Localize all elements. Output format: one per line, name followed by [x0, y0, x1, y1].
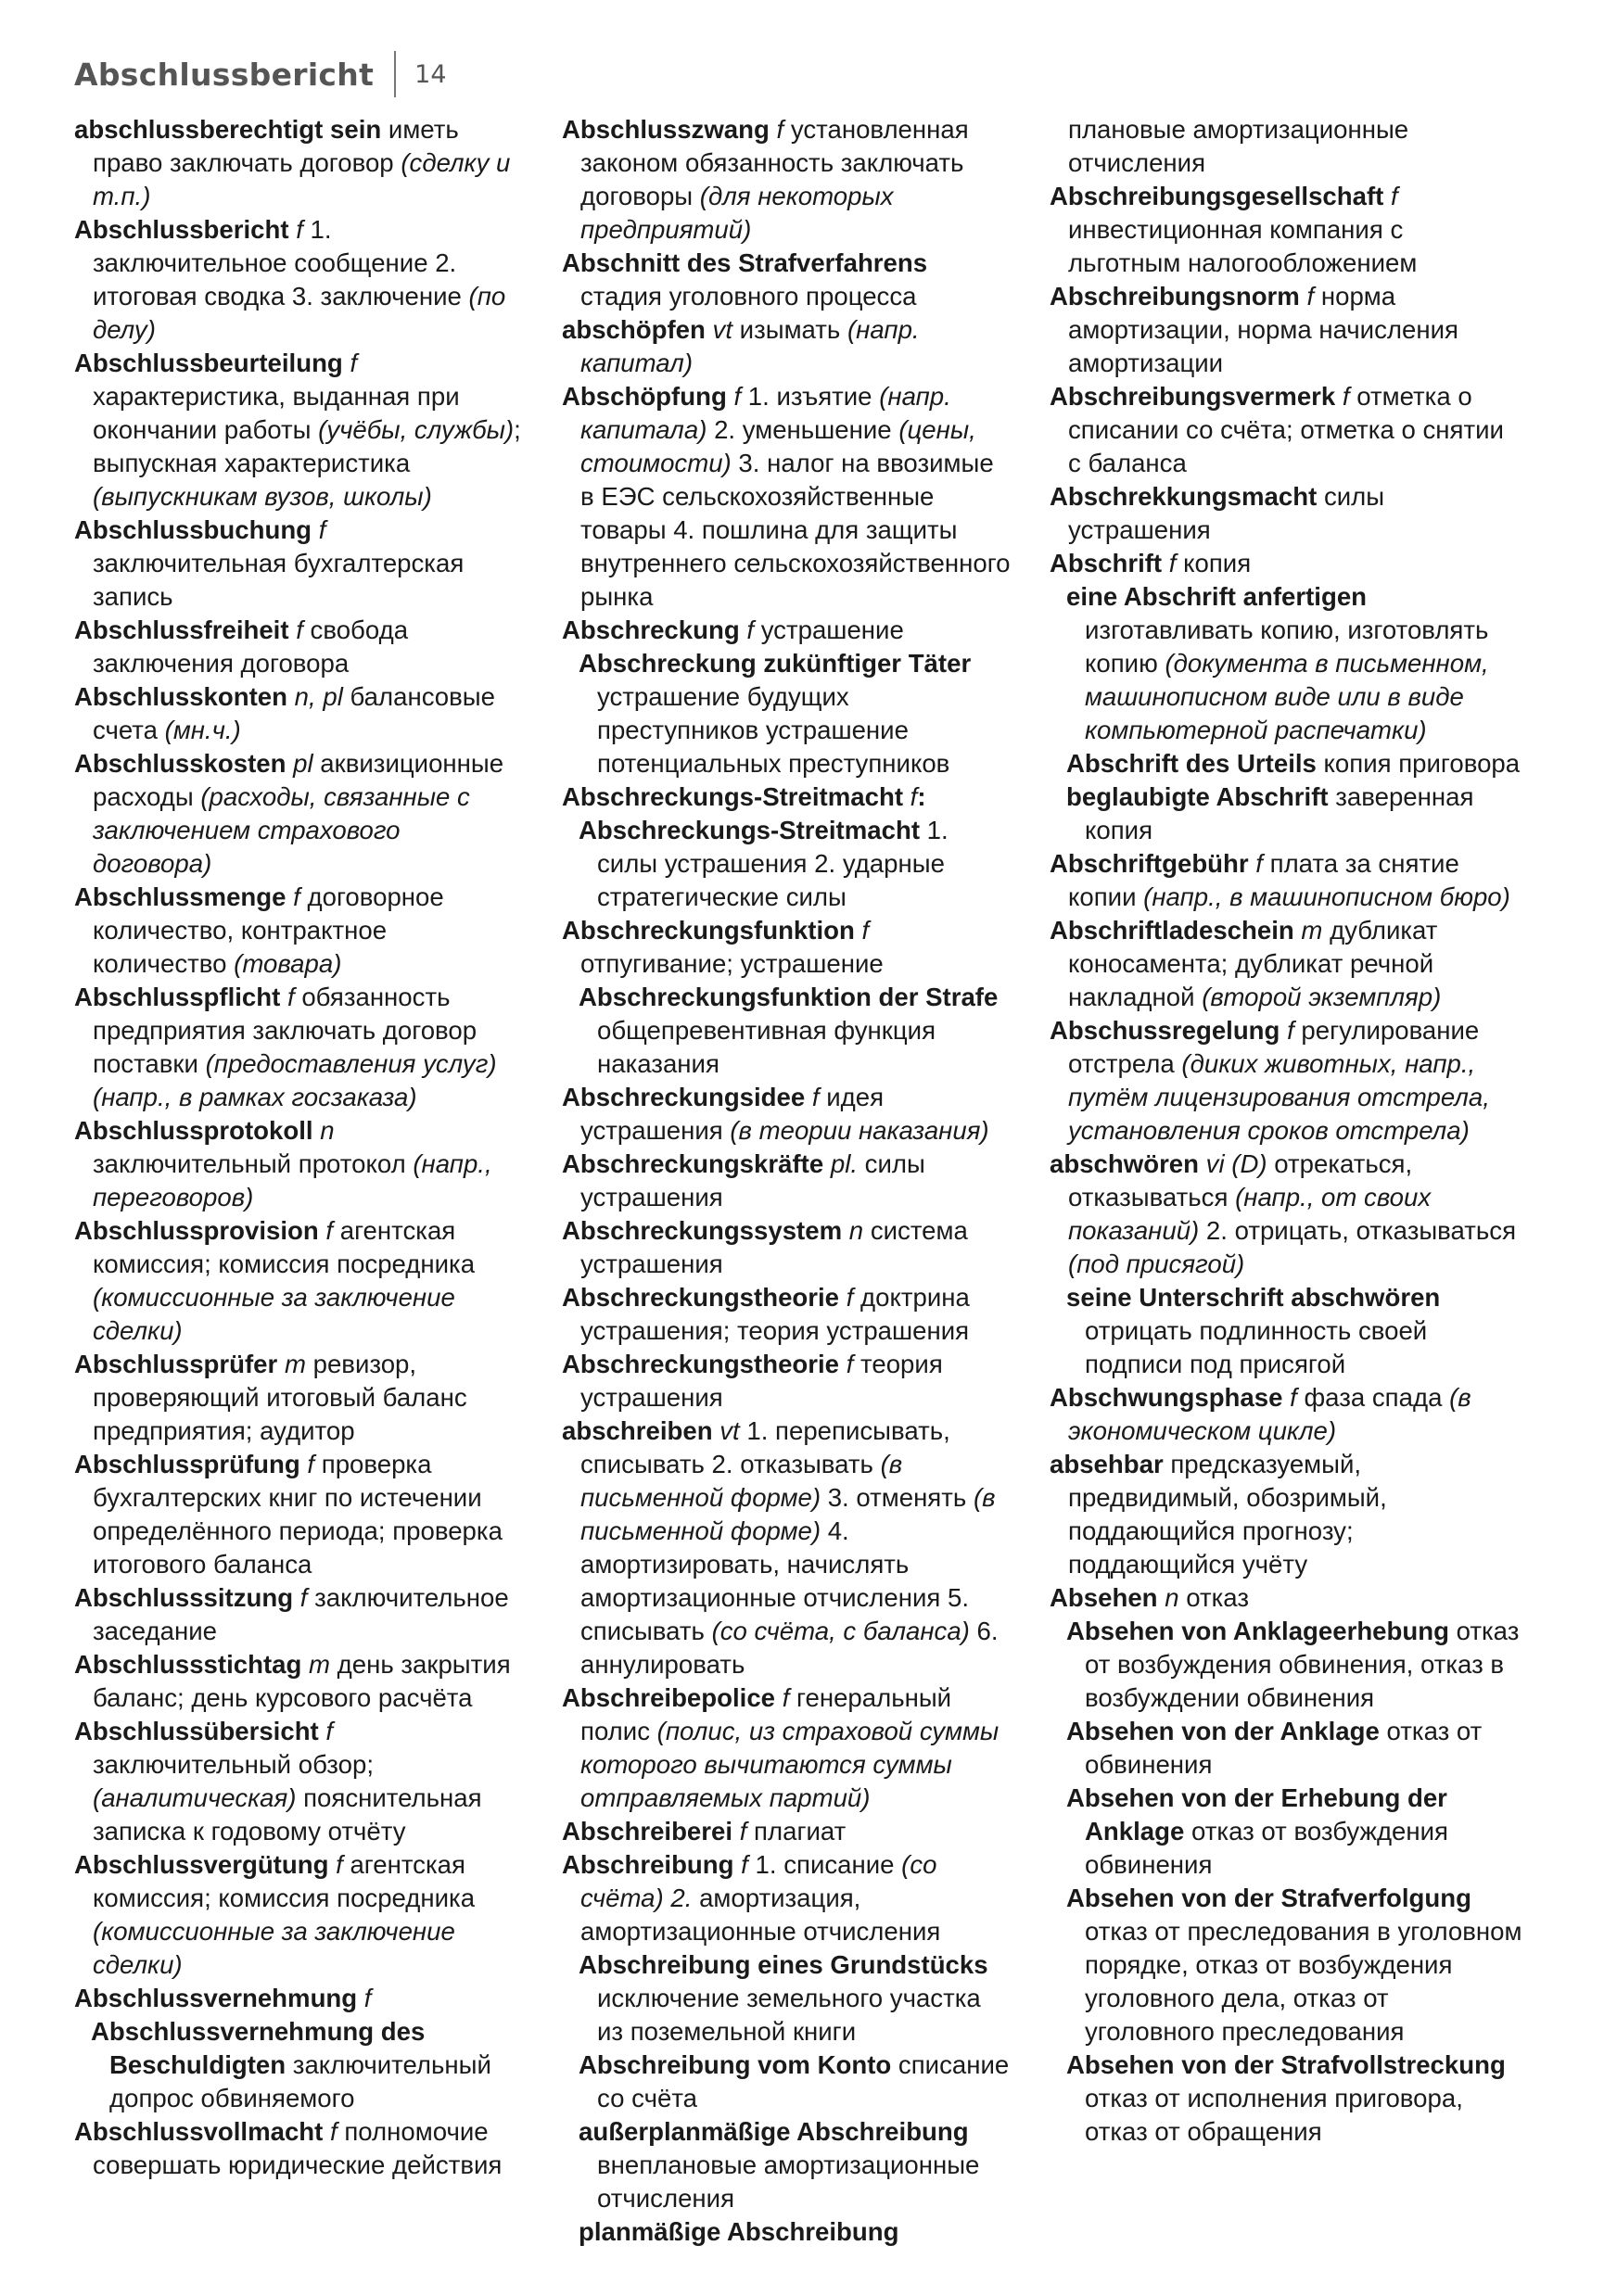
dictionary-entry	[74, 1214, 525, 1348]
headword: Abschlussprovision	[74, 1216, 319, 1245]
definition-text: отрицать подлинность своей подписи под присягой	[1085, 1316, 1428, 1378]
headword: Abschreckung	[562, 615, 740, 644]
definition-text: ; выпускная характеристика	[93, 415, 521, 477]
headword: Abschriftgebühr	[1050, 849, 1249, 878]
grammar-note: (расходы, связанные с заключением страхового договора)	[93, 782, 470, 878]
definition-text: устрашение	[754, 615, 904, 644]
grammar-note: (напр., переговоров)	[93, 1149, 492, 1211]
headword: Abschlusszwang	[562, 115, 770, 144]
dictionary-entry	[562, 614, 1012, 647]
definition-text: агентская комиссия; комиссия посредника	[93, 1850, 476, 1912]
definition-text: день закрытия баланс; день курсового расчёта	[93, 1650, 511, 1712]
headword: Abschreckungstheorie	[562, 1350, 840, 1378]
definition-text: отметка о списании со счёта; отметка о снятии с баланса	[1068, 382, 1504, 477]
definition-text: установленная законом обязанность заключать договоры	[580, 115, 969, 210]
definition-text: отказ от возбуждения обвинения	[1085, 1817, 1448, 1879]
dictionary-entry	[74, 514, 525, 614]
definition-text: 2. уменьшение	[707, 415, 899, 444]
definition-text: общепревентивная функция наказания	[597, 1016, 936, 1078]
dictionary-entry	[1050, 1448, 1522, 1581]
definition-text: регулирование отстрела	[1068, 1016, 1480, 1078]
definition-text: характеристика, выданная при окончании работы	[93, 382, 460, 444]
definition-text: исключение земельного участка из поземельной книги	[597, 1984, 981, 2046]
definition-text: теория устрашения	[580, 1350, 943, 1412]
grammar-note: (комиссионные за заключение сделки)	[93, 1917, 455, 1979]
grammar-note: f	[328, 1850, 343, 1879]
headword: Absehen	[1050, 1583, 1158, 1612]
dictionary-entry	[562, 1681, 1012, 1815]
definition-text: заключительный допрос обвиняемого	[109, 2050, 491, 2112]
definition-text: копия	[1176, 549, 1252, 577]
headword: Abschlussvernehmung des Beschuldigten	[91, 2017, 426, 2079]
definition-text: дубликат коносамента; дубликат речной накладной	[1068, 916, 1438, 1011]
headword: Abschreibungsvermerk	[1050, 382, 1336, 411]
grammar-note: f	[1162, 549, 1177, 577]
definition-text: изымать	[732, 315, 847, 344]
dictionary-entry	[74, 1848, 525, 1982]
definition-text: пояснительная записка к годовому отчёту	[93, 1783, 482, 1846]
grammar-note: pl.	[823, 1149, 858, 1178]
grammar-note: f	[1282, 1383, 1297, 1412]
definition-text: плата за снятие копии	[1068, 849, 1459, 911]
dictionary-entry	[74, 1448, 525, 1581]
headword: beglaubigte Abschrift	[1066, 782, 1329, 811]
grammar-note: f	[1335, 382, 1350, 411]
grammar-note: (мн.ч.)	[164, 716, 241, 744]
definition-text: заключительная бухгалтерская запись	[93, 549, 465, 611]
definition-text: заключительное заседание	[93, 1583, 509, 1645]
dictionary-entry	[562, 914, 1012, 981]
grammar-note: n	[1157, 1583, 1179, 1612]
dictionary-columns	[0, 113, 1617, 2282]
grammar-note: f	[839, 1283, 854, 1312]
dictionary-entry	[1050, 914, 1522, 1014]
definition-text: 1. изъятие	[741, 382, 880, 411]
definition-text: инвестиционная компания с льготным налогообложением	[1068, 215, 1418, 277]
grammar-note: f	[342, 349, 358, 377]
grammar-note: f	[1280, 1016, 1294, 1045]
grammar-note: f	[288, 215, 303, 244]
definition-text: отрекаться, отказываться	[1068, 1149, 1413, 1211]
definition-text: плагиат	[746, 1817, 847, 1846]
definition-text: плановые амортизационные отчисления	[1068, 115, 1409, 177]
dictionary-entry	[562, 1348, 1012, 1414]
definition-text: изготавливать копию, изготовлять копию	[1085, 615, 1489, 678]
headword: abschlussberechtigt sein	[74, 115, 382, 144]
grammar-note: (напр., в машинописном бюро)	[1143, 882, 1510, 911]
headword: Abschlusssitzung	[74, 1583, 294, 1612]
sub-entry	[562, 647, 1012, 780]
grammar-note: f	[839, 1350, 854, 1378]
grammar-note: (напр., от своих показаний)	[1068, 1183, 1432, 1245]
sub-entry	[562, 1948, 1012, 2049]
grammar-note: f	[903, 782, 918, 811]
definition-text: устрашение будущих преступников устрашение потенциальных преступников	[597, 682, 950, 778]
headword: Abschlussprüfer	[74, 1350, 278, 1378]
definition-text: списание со счёта	[597, 2050, 1010, 2112]
definition-text: заключительный протокол	[93, 1149, 414, 1178]
grammar-note: vi (D)	[1199, 1149, 1267, 1178]
dictionary-entry	[1050, 547, 1522, 580]
column-1	[74, 113, 525, 2182]
definition-text: доктрина устрашения; теория устрашения	[580, 1283, 970, 1345]
dictionary-entry	[562, 1148, 1012, 1214]
definition-text: отпугивание; устрашение	[580, 949, 884, 978]
headword: Abschlussübersicht	[74, 1717, 319, 1745]
definition-text: 2. отрицать, отказываться	[1199, 1216, 1517, 1245]
grammar-note: (учёбы, службы)	[318, 415, 515, 444]
header-divider	[394, 51, 396, 97]
definition-text: отказ от обвинения	[1085, 1717, 1483, 1779]
headword: Absehen von Anklageerhebung	[1066, 1617, 1449, 1645]
running-header	[74, 48, 447, 100]
dictionary-entry	[74, 1982, 525, 2015]
grammar-note: (под присягой)	[1068, 1249, 1245, 1278]
definition-text: агентская комиссия; комиссия посредника	[93, 1216, 476, 1278]
definition-text: отказ от исполнения приговора, отказ от обращения	[1085, 2084, 1463, 2146]
page-number: 14	[414, 59, 447, 89]
grammar-note: f	[357, 1984, 372, 2012]
dictionary-entry	[1050, 180, 1522, 280]
grammar-note: f	[323, 2117, 337, 2146]
column-3	[1050, 113, 1522, 2149]
grammar-note: f	[288, 615, 303, 644]
sub-entry	[1050, 2049, 1522, 2149]
grammar-note: (комиссионные за заключение сделки)	[93, 1283, 455, 1345]
grammar-note: n	[842, 1216, 864, 1245]
definition-text: система устрашения	[580, 1216, 968, 1278]
dictionary-entry	[74, 680, 525, 747]
headword: Abschlussbuchung	[74, 515, 312, 544]
dictionary-entry	[74, 981, 525, 1114]
grammar-note: (аналитическая)	[93, 1783, 297, 1812]
definition-text: балансовые счета	[93, 682, 495, 744]
grammar-note: f	[299, 1450, 315, 1478]
dictionary-entry	[562, 1414, 1012, 1681]
headword: abschwören	[1050, 1149, 1200, 1178]
definition-text: копия приговора	[1316, 749, 1521, 778]
grammar-note: f	[805, 1083, 820, 1111]
grammar-note: f	[854, 916, 870, 945]
grammar-note: f	[318, 1216, 334, 1245]
headword: Abschlusskonten	[74, 682, 287, 711]
dictionary-entry	[562, 1815, 1012, 1848]
grammar-note: (выпускникам вузов, школы)	[93, 482, 432, 511]
grammar-note: m	[277, 1350, 306, 1378]
dictionary-entry	[74, 747, 525, 881]
sub-entry	[562, 981, 1012, 1081]
definition-text: проверка бухгалтерских книг по истечении определённого периода; проверка итогового баланса	[93, 1450, 503, 1579]
dictionary-entry	[1050, 380, 1522, 480]
sub-entry	[1050, 1615, 1522, 1715]
headword: Abschreckungskräfte	[562, 1149, 824, 1178]
headword: Abschreibung vom Konto	[579, 2050, 892, 2079]
dictionary-entry	[562, 1214, 1012, 1281]
definition-text: 1. заключительное сообщение 2. итоговая сводка 3. заключение	[93, 215, 469, 311]
column-2	[562, 113, 1012, 2249]
definition-text: 4. амортизировать, начислять амортизационные отчисления 5. списывать	[580, 1516, 970, 1645]
headword: Absehen von der Strafvollstreckung	[1066, 2050, 1506, 2079]
dictionary-entry	[562, 247, 1012, 313]
sub-entry	[562, 2215, 1012, 2249]
grammar-note: (в экономическом цикле)	[1068, 1383, 1471, 1445]
grammar-note: (в теории наказания)	[730, 1116, 989, 1145]
grammar-note: vt	[705, 315, 732, 344]
definition-text: обязанность предприятия заключать договор поставки	[93, 983, 477, 1078]
grammar-note: f	[286, 882, 300, 911]
definition-text: отказ	[1178, 1583, 1249, 1612]
headword: Abschreckungstheorie	[562, 1283, 840, 1312]
dictionary-entry	[1050, 480, 1522, 547]
headword: Abschlussfreiheit	[74, 615, 289, 644]
sub-entry	[1050, 1782, 1522, 1882]
definition-text: заключительный обзор;	[93, 1750, 374, 1779]
dictionary-entry	[1050, 1381, 1522, 1448]
grammar-note: m	[301, 1650, 330, 1679]
headword: außerplanmäßige Abschreibung	[579, 2117, 969, 2146]
grammar-note: f	[732, 1817, 747, 1846]
dictionary-entry	[74, 1715, 525, 1848]
definition-text: фаза спада	[1296, 1383, 1450, 1412]
definition-text: свобода заключения договора	[93, 615, 409, 678]
dictionary-entry	[1050, 1148, 1522, 1281]
grammar-note: (предоставления услуг) (напр., в рамках госзаказа)	[93, 1049, 497, 1111]
grammar-note: (диких животных, напр., путём лицензирования отстрела, установления сроков отстрела)	[1068, 1049, 1490, 1145]
sub-entry	[1050, 1715, 1522, 1782]
grammar-note: pl	[286, 749, 313, 778]
headword: Abschrift des Urteils	[1066, 749, 1317, 778]
definition-text: силы устрашения	[1068, 482, 1385, 544]
grammar-note: f	[769, 115, 784, 144]
headword: Abschlussmenge	[74, 882, 286, 911]
definition-text: норма амортизации, норма начисления амортизации	[1068, 282, 1458, 377]
dictionary-entry	[74, 614, 525, 680]
sub-entry	[562, 814, 1012, 914]
headword: Abschriftladeschein	[1050, 916, 1294, 945]
grammar-note: f	[726, 382, 742, 411]
headword: Abschnitt des Strafverfahrens	[562, 248, 928, 277]
sub-entry	[1050, 780, 1522, 847]
headword: Abschreibungsgesellschaft	[1050, 182, 1384, 210]
grammar-note: (напр. капитал)	[580, 315, 920, 377]
grammar-note: n	[312, 1116, 335, 1145]
headword: Abschlussprotokoll	[74, 1116, 313, 1145]
headword: Abschreckungs-Streitmacht	[579, 816, 921, 844]
definition-text: отказ от преследования в уголовном порядке, отказ от возбуждения уголовного дела, отказ от уголовного преследования	[1085, 1917, 1522, 2046]
definition-text: отказ от возбуждения обвинения, отказ в возбуждении обвинения	[1085, 1617, 1520, 1712]
headword: Abschlusskosten	[74, 749, 286, 778]
headword: Abschreckung zukünftiger Täter	[579, 649, 972, 678]
definition-text: 3. отменять	[821, 1483, 974, 1512]
headword: Abschreckungssystem	[562, 1216, 843, 1245]
dictionary-entry	[74, 1348, 525, 1448]
dictionary-entry	[562, 1848, 1012, 1948]
grammar-note: f	[1299, 282, 1315, 311]
dictionary-entry	[1050, 1014, 1522, 1148]
grammar-note: (документа в письменном, машинописном виде или в виде компьютерной распечатки)	[1085, 649, 1489, 744]
headword: Absehen von der Strafverfolgung	[1066, 1884, 1471, 1912]
grammar-note: (в письменной форме)	[580, 1450, 903, 1512]
grammar-note: (напр. капитала)	[580, 382, 951, 444]
headword: Abschreckungsfunktion der Strafe	[579, 983, 999, 1011]
definition-text: ревизор, проверяющий итоговый баланс предприятия; аудитор	[93, 1350, 467, 1445]
headword: Abschrekkungsmacht	[1050, 482, 1318, 511]
dictionary-entry	[562, 780, 1012, 814]
definition-text: договорное количество, контрактное количество	[93, 882, 444, 978]
headword: Abschreckungs-Streitmacht	[562, 782, 904, 811]
definition-text: заверенная копия	[1085, 782, 1474, 844]
sub-entry	[74, 2015, 525, 2115]
definition-text: внеплановые амортизационные отчисления	[597, 2150, 980, 2213]
grammar-note: f	[312, 515, 326, 544]
definition-text: 6. аннулировать	[580, 1617, 999, 1679]
headword: Abschlussstichtag	[74, 1650, 302, 1679]
definition-text: 1. списание	[747, 1850, 902, 1879]
headword: Absehen von der Erhebung der Anklage	[1066, 1783, 1447, 1846]
headword: Abschreckungsfunktion	[562, 916, 855, 945]
headword: abschreiben	[562, 1416, 713, 1445]
definition-text: 1. силы устрашения 2. ударные стратегические силы	[597, 816, 949, 911]
headword: Abschöpfung	[562, 382, 727, 411]
grammar-note: f	[1383, 182, 1398, 210]
definition-text: полномочие совершать юридические действия	[93, 2117, 503, 2179]
dictionary-entry	[74, 347, 525, 514]
dictionary-entry	[74, 2115, 525, 2182]
sub-entry	[1050, 1281, 1522, 1381]
headword: Abschreibung	[562, 1850, 734, 1879]
dictionary-entry	[562, 1281, 1012, 1348]
headword: Abschlussvergütung	[74, 1850, 329, 1879]
dictionary-entry	[562, 1081, 1012, 1148]
definition-text: силы устрашения	[580, 1149, 925, 1211]
definition-text: 1. переписывать, списывать 2. отказывать	[580, 1416, 950, 1478]
headword: Abschlussbeurteilung	[74, 349, 343, 377]
definition-text: идея устрашения	[580, 1083, 885, 1145]
dictionary-entry	[74, 213, 525, 347]
grammar-note: (по делу)	[93, 282, 506, 344]
headword: planmäßige Abschreibung	[579, 2217, 899, 2246]
headword: Absehen von der Anklage	[1066, 1717, 1380, 1745]
headword: Abschreckungsidee	[562, 1083, 806, 1111]
dictionary-entry	[1050, 847, 1522, 914]
grammar-note: (второй экземпляр)	[1202, 983, 1442, 1011]
headword: abschöpfen	[562, 315, 706, 344]
definition-text: стадия уголовного процесса	[580, 282, 917, 311]
dictionary-entry	[1050, 1581, 1522, 1615]
headword: Abschreibung eines Grundstücks	[579, 1950, 988, 1979]
headword: Abschlussbericht	[74, 215, 289, 244]
dictionary-entry	[74, 1648, 525, 1715]
headword: Abschlussprüfung	[74, 1450, 300, 1478]
headword: Abschreibepolice	[562, 1683, 776, 1712]
sub-entry	[1050, 580, 1522, 747]
grammar-note: vt	[712, 1416, 740, 1445]
grammar-note: (товара)	[234, 949, 342, 978]
grammar-note: (цены, стоимости)	[580, 415, 976, 477]
dictionary-entry	[562, 113, 1012, 247]
dictionary-entry	[74, 1114, 525, 1214]
grammar-note: f	[280, 983, 295, 1011]
sub-entry	[562, 2049, 1012, 2115]
grammar-note: (в письменной форме)	[580, 1483, 996, 1545]
dictionary-entry	[1050, 280, 1522, 380]
header-title: Abschlussbericht	[74, 56, 375, 93]
headword: eine Abschrift anfertigen	[1066, 582, 1368, 611]
headword: Abschrift	[1050, 549, 1163, 577]
entry-continuation	[1050, 113, 1522, 180]
grammar-note: (со счёта) 2.	[580, 1850, 937, 1912]
grammar-note: (сделку и т.п.)	[93, 148, 511, 210]
sub-entry	[1050, 747, 1522, 780]
headword: seine Unterschrift abschwören	[1066, 1283, 1441, 1312]
grammar-note: f	[293, 1583, 308, 1612]
definition-text: генеральный полис	[580, 1683, 952, 1745]
headword: :	[917, 782, 926, 811]
grammar-note: f	[318, 1717, 334, 1745]
headword: Abschlussvollmacht	[74, 2117, 324, 2146]
grammar-note: (полис, из страховой суммы которого вычитаются суммы отправляемых партий)	[580, 1717, 999, 1812]
dictionary-entry	[74, 1581, 525, 1648]
definition-text: 3. налог на ввозимые в ЕЭС сельскохозяйственные товары 4. пошлина для защиты внутреннего сельскохозяйственного рынка	[580, 449, 1011, 611]
grammar-note: n, pl	[287, 682, 343, 711]
grammar-note: f	[739, 615, 755, 644]
grammar-note: f	[1248, 849, 1263, 878]
grammar-note: (для некоторых предприятий)	[580, 182, 894, 244]
headword: Abschlusspflicht	[74, 983, 281, 1011]
grammar-note: (со счёта, с баланса)	[711, 1617, 970, 1645]
dictionary-entry	[74, 113, 525, 213]
definition-text: предсказуемый, предвидимый, обозримый, поддающийся прогнозу; поддающийся учёту	[1068, 1450, 1387, 1579]
grammar-note: f	[733, 1850, 748, 1879]
dictionary-entry	[562, 313, 1012, 380]
headword: Abschussregelung	[1050, 1016, 1280, 1045]
definition-text: иметь право заключать договор	[93, 115, 459, 177]
headword: Abschreibungsnorm	[1050, 282, 1300, 311]
sub-entry	[1050, 1882, 1522, 2049]
grammar-note: f	[775, 1683, 790, 1712]
headword: Abschreiberei	[562, 1817, 733, 1846]
headword: absehbar	[1050, 1450, 1164, 1478]
headword: Abschwungsphase	[1050, 1383, 1283, 1412]
grammar-note: m	[1293, 916, 1323, 945]
sub-entry	[562, 2115, 1012, 2215]
definition-text: амортизация, амортизационные отчисления	[580, 1884, 941, 1946]
dictionary-entry	[74, 881, 525, 981]
headword: Abschlussvernehmung	[74, 1984, 358, 2012]
definition-text: аквизиционные расходы	[93, 749, 504, 811]
dictionary-entry	[562, 380, 1012, 614]
